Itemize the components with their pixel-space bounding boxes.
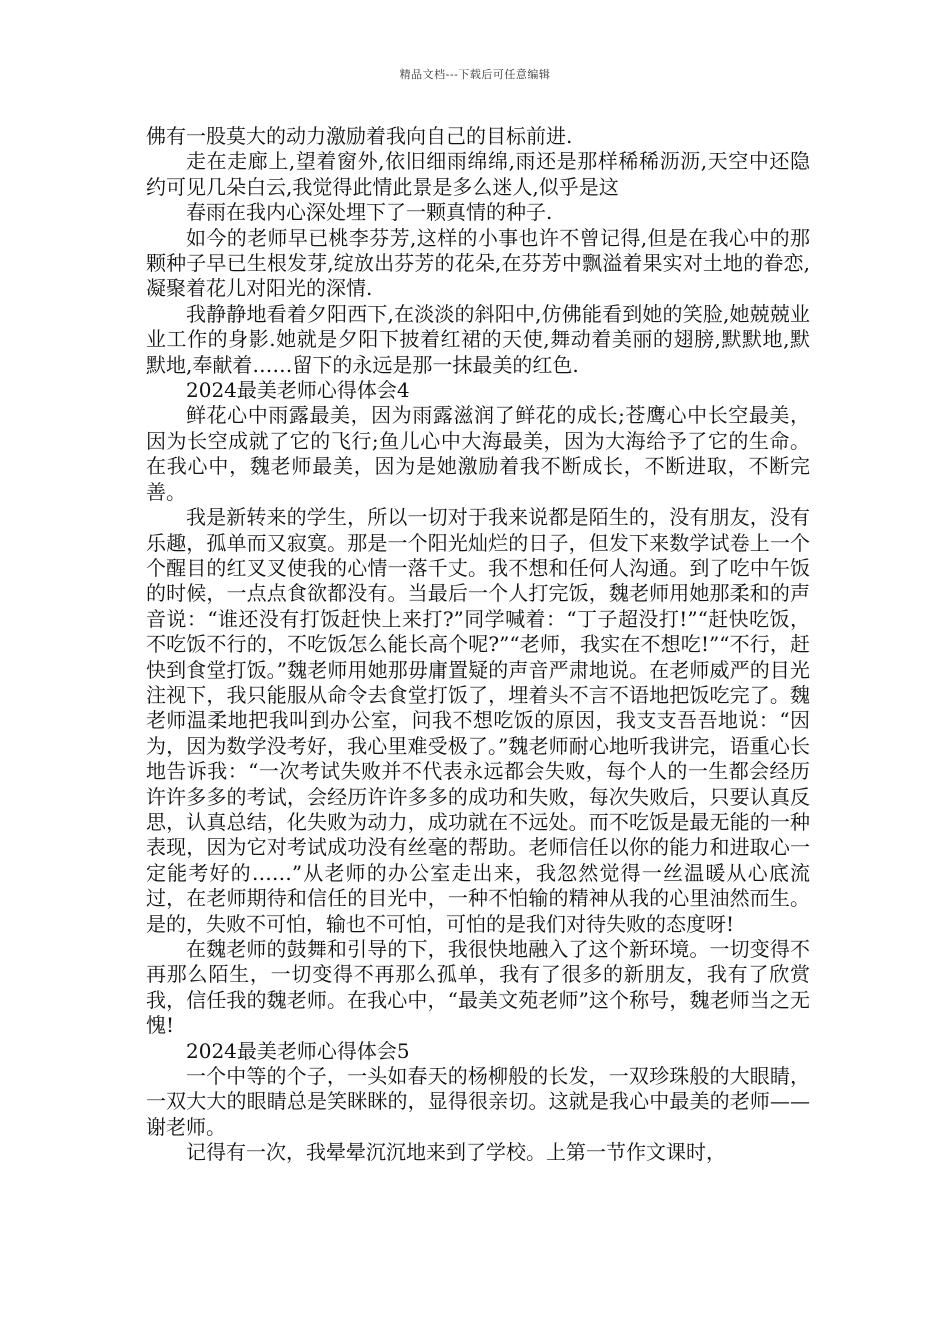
- paragraph: 佛有一股莫大的动力激励着我向自己的目标前进.: [146, 124, 573, 148]
- document-body: [146, 124, 810, 1166]
- section-heading: 2024最美老师心得体会4: [186, 378, 410, 403]
- paragraph: 走在走廊上,望着窗外,依旧细雨绵绵,雨还是那样稀稀沥沥,天空中还隐约可见几朵白云,我觉得此情此景是多么迷人,似乎是这: [146, 149, 810, 199]
- paragraph: 春雨在我内心深处埋下了一颗真情的种子.: [186, 200, 553, 225]
- paragraph: 我是新转来的学生，所以一切对于我来说都是陌生的，没有朋友，没有乐趣，孤单而又寂寞。那是一个阳光灿烂的日子，但发下来数学试卷上一个个醒目的红叉叉使我的心情一落千丈。我不想和任何人沟通。到了吃中午饭的时候，一点点食欲都没有。当最后一个人打完饭，魏老师用她那柔和的声音说：“谁还没有打饭赶快上来打?”同学喊着：“丁子超没打!”“赶快吃饭，不吃饭不行的，不吃饭怎么能长高个呢?”“老师，我实在不想吃!”“不行，赶快到食堂打饭。”魏老师用她那毋庸置疑的声音严肃地说。在老师威严的目光注视下，我只能服从命令去食堂打饭了，埋着头不言不语地把饭吃完了。魏老师温柔地把我叫到办公室，问我不想吃饭的原因，我支支吾吾地说：“因为，因为数学没考好，我心里难受极了。”魏老师耐心地听我讲完，语重心长地告诉我：“一次考试失败并不代表永远都会失败，每个人的一生都会经历许许多多的考试，会经历许许多多的成功和失败，每次失败后，只要认真反思，认真总结，化失败为动力，成功就在不远处。而不吃饭是最无能的一种表现，因为它对考试成功没有丝毫的帮助。老师信任以你的能力和进取心一定能考好的……”从老师的办公室走出来，我忽然觉得一丝温暖从心底流过，在老师期待和信任的目光中，一种不怕输的精神从我的心里油然而生。是的，失败不可怕，输也不可怕，可怕的是我们对待失败的态度呀!: [146, 505, 810, 936]
- page-header: 精品文档---下载后可任意编辑: [399, 68, 551, 81]
- paragraph: 一个中等的个子，一头如春天的杨柳般的长发，一双珍珠般的大眼睛，一双大大的眼睛总是笑眯眯的，显得很亲切。这就是我心中最美的老师——谢老师。: [146, 1064, 810, 1139]
- paragraph: 我静静地看着夕阳西下,在淡淡的斜阳中,仿佛能看到她的笑脸,她兢兢业业工作的身影.她就是夕阳下披着红裙的天使,舞动着美丽的翅膀,默默地,默默地,奉献着……留下的永远是那一抹最美的红色.: [146, 301, 810, 377]
- paragraph: 在魏老师的鼓舞和引导的下，我很快地融入了这个新环境。一切变得不再那么陌生，一切变得不再那么孤单，我有了很多的新朋友，我有了欣赏我，信任我的魏老师。在我心中，“最美文苑老师”这个称号，魏老师当之无愧!: [146, 937, 810, 1038]
- paragraph: 记得有一次，我晕晕沉沉地来到了学校。上第一节作文课时，: [186, 1140, 726, 1165]
- paragraph: 鲜花心中雨露最美，因为雨露滋润了鲜花的成长;苍鹰心中长空最美，因为长空成就了它的飞行;鱼儿心中大海最美，因为大海给予了它的生命。在我心中，魏老师最美，因为是她激励着我不断成长，不断进取，不断完善。: [146, 403, 810, 504]
- section-heading: 2024最美老师心得体会5: [186, 1038, 410, 1063]
- paragraph: 如今的老师早已桃李芬芳,这样的小事也许不曾记得,但是在我心中的那颗种子早已生根发芽,绽放出芬芳的花朵,在芬芳中飘溢着果实对土地的眷恋,凝聚着花儿对阳光的深情.: [146, 225, 810, 301]
